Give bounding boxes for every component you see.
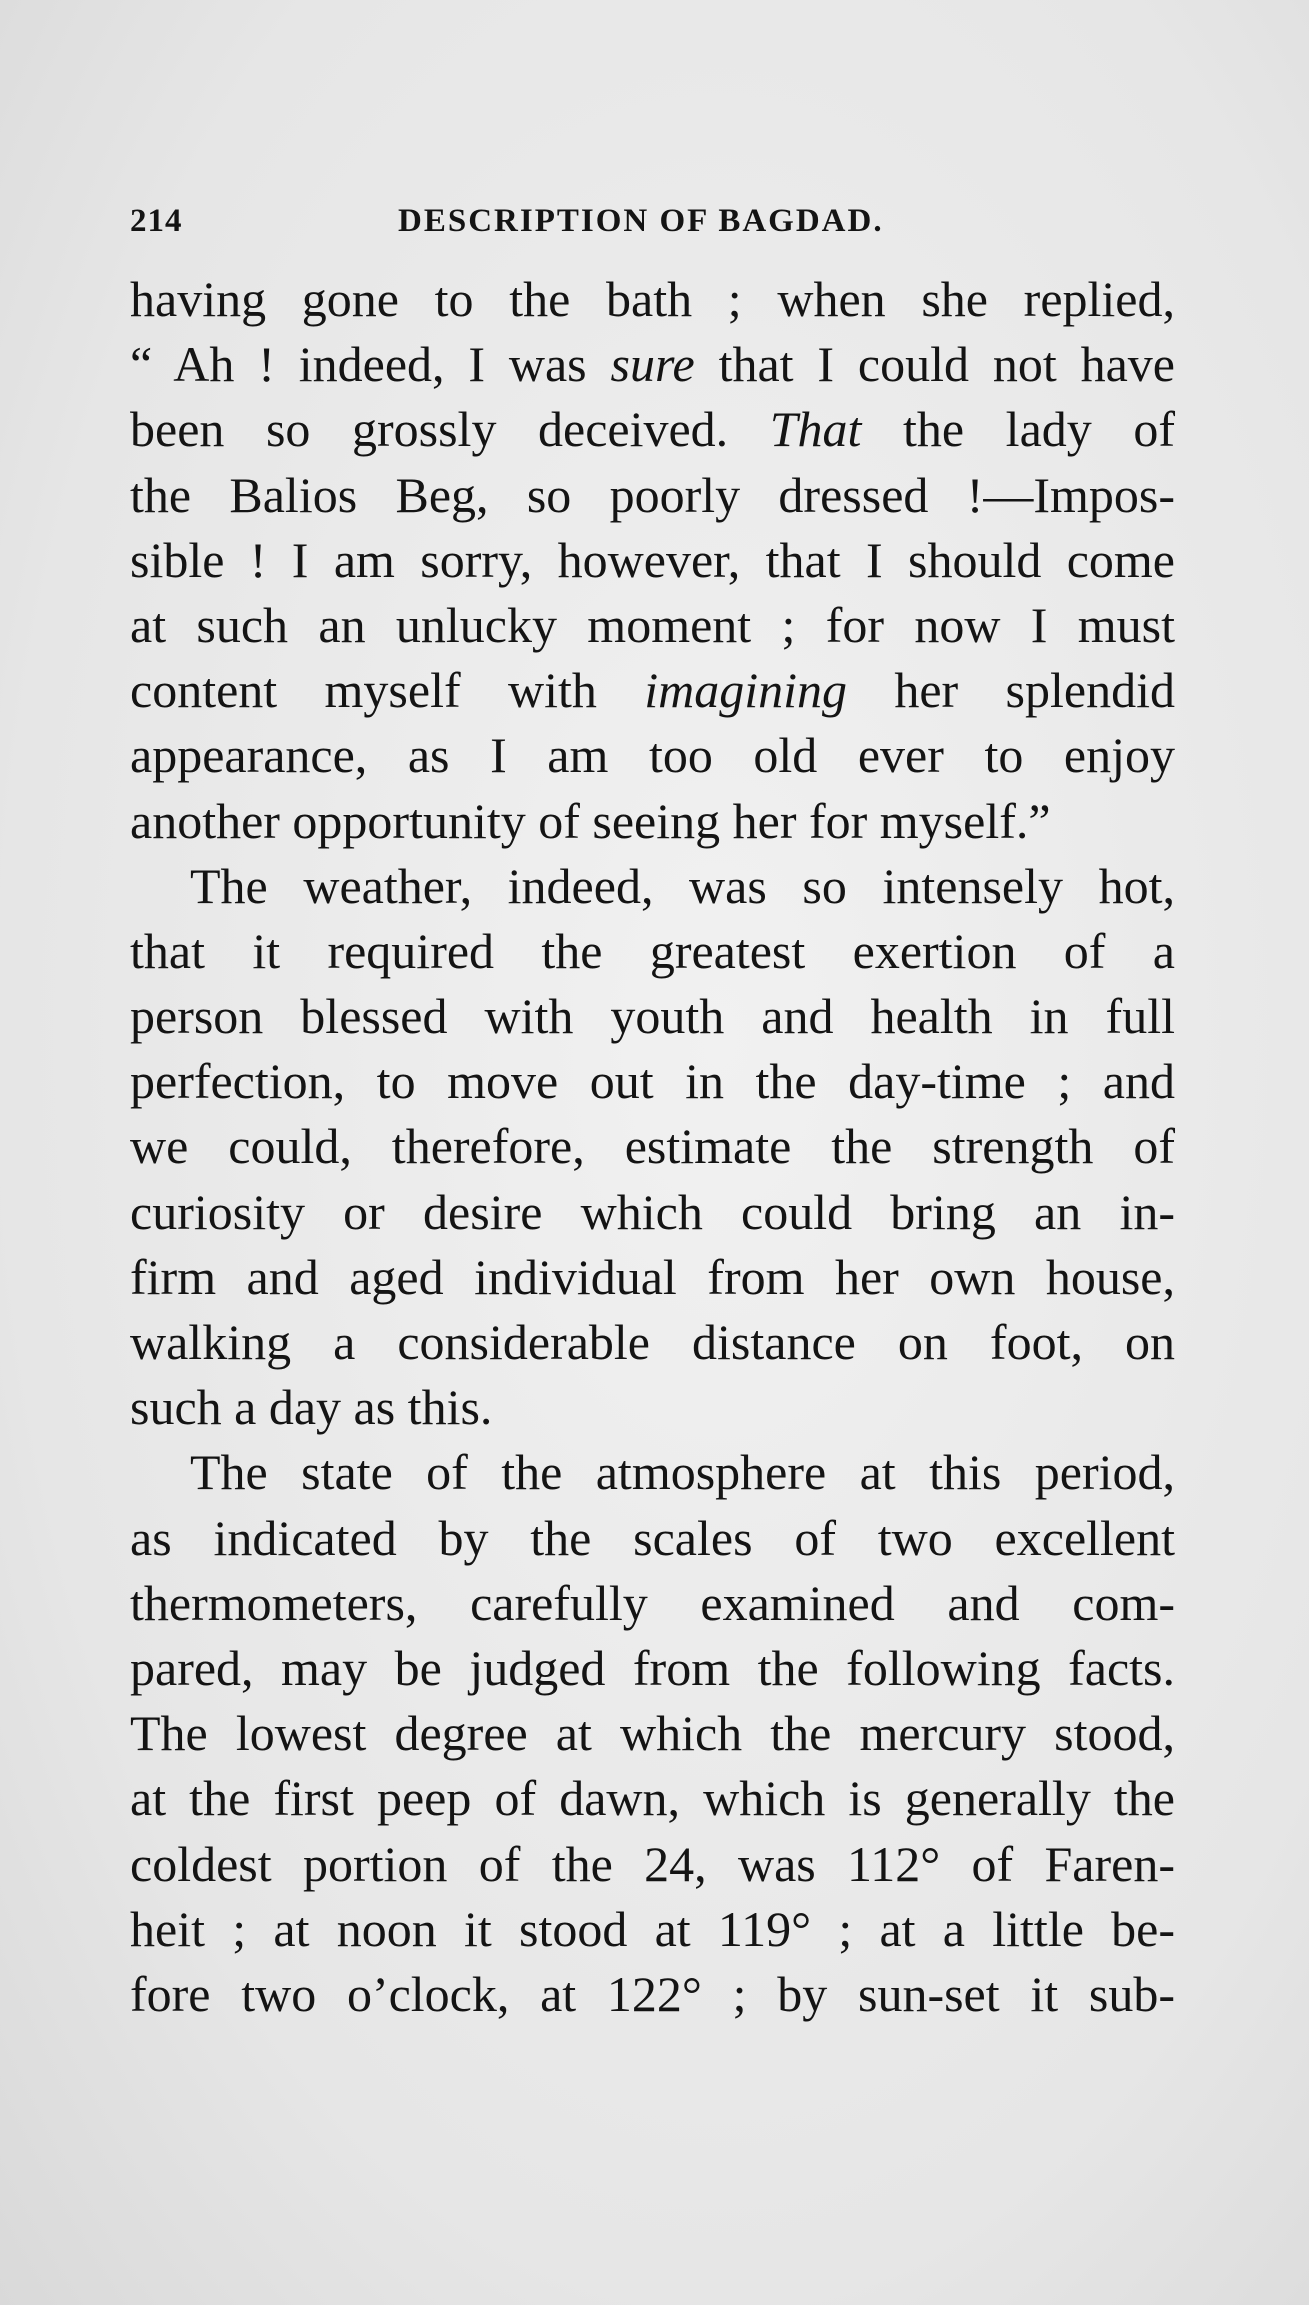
text-line: fore two o’clock, at 122° ; by sun-set it sub-	[130, 1965, 1175, 2022]
text-line: perfection, to move out in the day-time ; and	[130, 1053, 1175, 1110]
text-line: having gone to the bath ; when she replied,	[130, 271, 1175, 327]
page-number: 214	[130, 203, 183, 239]
italic-word: imagining	[644, 662, 847, 719]
text-line: appearance, as I am too old ever to enjoy	[130, 727, 1175, 784]
text-line: thermometers, carefully examined and com-	[130, 1574, 1175, 1631]
text-line: been so grossly deceived. That the lady of	[130, 401, 1175, 458]
text-line: walking a considerable distance on foot, on	[130, 1314, 1175, 1370]
text-line: coldest portion of the 24, was 112° of Faren-	[130, 1835, 1175, 1892]
italic-word: That	[769, 401, 862, 458]
paragraph-start-line: The state of the atmosphere at this period,	[190, 1444, 1175, 1501]
text-line: “ Ah ! indeed, I was sure that I could not have	[130, 336, 1175, 393]
text-line: content myself with imagining her splendid	[130, 662, 1175, 719]
text-line: such a day as this.	[130, 1379, 493, 1436]
text-line: heit ; at noon it stood at 119° ; at a little be-	[130, 1900, 1175, 1957]
paragraph-start-line: The weather, indeed, was so intensely hot,	[190, 857, 1175, 914]
text-line: at the first peep of dawn, which is generally the	[130, 1770, 1175, 1827]
text-line: person blessed with youth and health in full	[130, 988, 1175, 1045]
text-line: as indicated by the scales of two excellent	[130, 1509, 1175, 1566]
page-header	[130, 203, 1180, 253]
text-line: that it required the greatest exertion of a	[130, 922, 1175, 979]
text-line: The lowest degree at which the mercury stood,	[130, 1705, 1175, 1762]
text-line: sible ! I am sorry, however, that I should come	[130, 531, 1175, 588]
text-line: the Balios Beg, so poorly dressed !—Impos-	[130, 466, 1175, 523]
text-line: we could, therefore, estimate the strength of	[130, 1118, 1175, 1175]
text-line: another opportunity of seeing her for myself.”	[130, 792, 1051, 849]
text-line: curiosity or desire which could bring an in-	[130, 1183, 1175, 1240]
running-title: DESCRIPTION OF BAGDAD.	[398, 203, 884, 239]
body-text	[130, 267, 1175, 2027]
text-line: firm and aged individual from her own house,	[130, 1248, 1175, 1305]
italic-word: sure	[610, 336, 695, 393]
text-line: at such an unlucky moment ; for now I must	[130, 596, 1175, 653]
text-line: pared, may be judged from the following facts.	[130, 1639, 1175, 1696]
